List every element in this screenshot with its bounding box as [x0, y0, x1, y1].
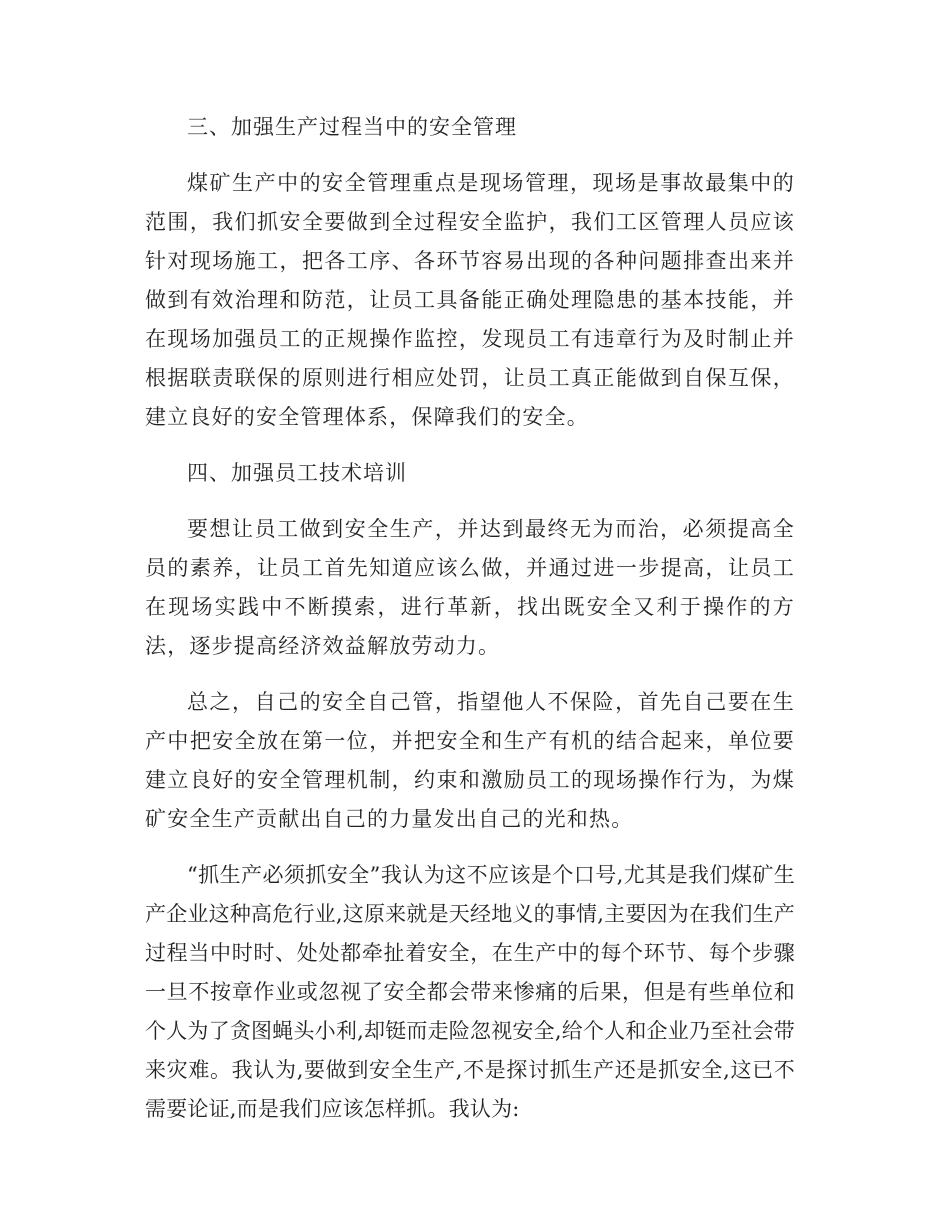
paragraph-technical-training: 要想让员工做到安全生产，并达到最终无为而治，必须提高全员的素养，让员工首先知道应该么做，并通过进一步提高，让员工在现场实践中不断摸索，进行革新，找出既安全又利于操作的方法，逐步提高经济效益解放劳动力。 — [145, 517, 795, 658]
section-heading-3: 三、加强生产过程当中的安全管理 — [187, 115, 517, 139]
paragraph-conclusion: 总之，自己的安全自己管，指望他人不保险，首先自己要在生产中把安全放在第一位，并把安全和生产有机的结合起来，单位要建立良好的安全管理机制，约束和激励员工的现场操作行为，为煤矿安全生产贡献出自己的力量发出自己的光和热。 — [145, 690, 795, 831]
document-body — [145, 108, 795, 1146]
paragraph-site-safety-management: 煤矿生产中的安全管理重点是现场管理，现场是事故最集中的范围，我们抓安全要做到全过程安全监护，我们工区管理人员应该针对现场施工，把各工序、各环节容易出现的各种问题排查出来并做到有效治理和防范，让员工具备能正确处理隐患的基本技能，并在现场加强员工的正规操作监控，发现员工有违章行为及时制止并根据联责联保的原则进行相应处罚，让员工真正能做到自保互保，建立良好的安全管理体系，保障我们的安全。 — [145, 171, 795, 429]
paragraph-production-safety-slogan: “抓生产必须抓安全”我认为这不应该是个口号,尤其是我们煤矿生产企业这种高危行业,这原来就是天经地义的事情,主要因为在我们生产过程当中时时、处处都牵扯着安全，在生产中的每个环节、每个步骤一旦不按章作业或忽视了安全都会带来惨痛的后果，但是有些单位和个人为了贪图蝇头小利,却铤而走险忽视安全,给个人和企业乃至社会带来灾难。我认为,要做到安全生产,不是探讨抓生产还是抓安全,这已不需要论证,而是我们应该怎样抓。我认为: — [145, 863, 795, 1121]
section-heading-4: 四、加强员工技术培训 — [187, 461, 407, 485]
